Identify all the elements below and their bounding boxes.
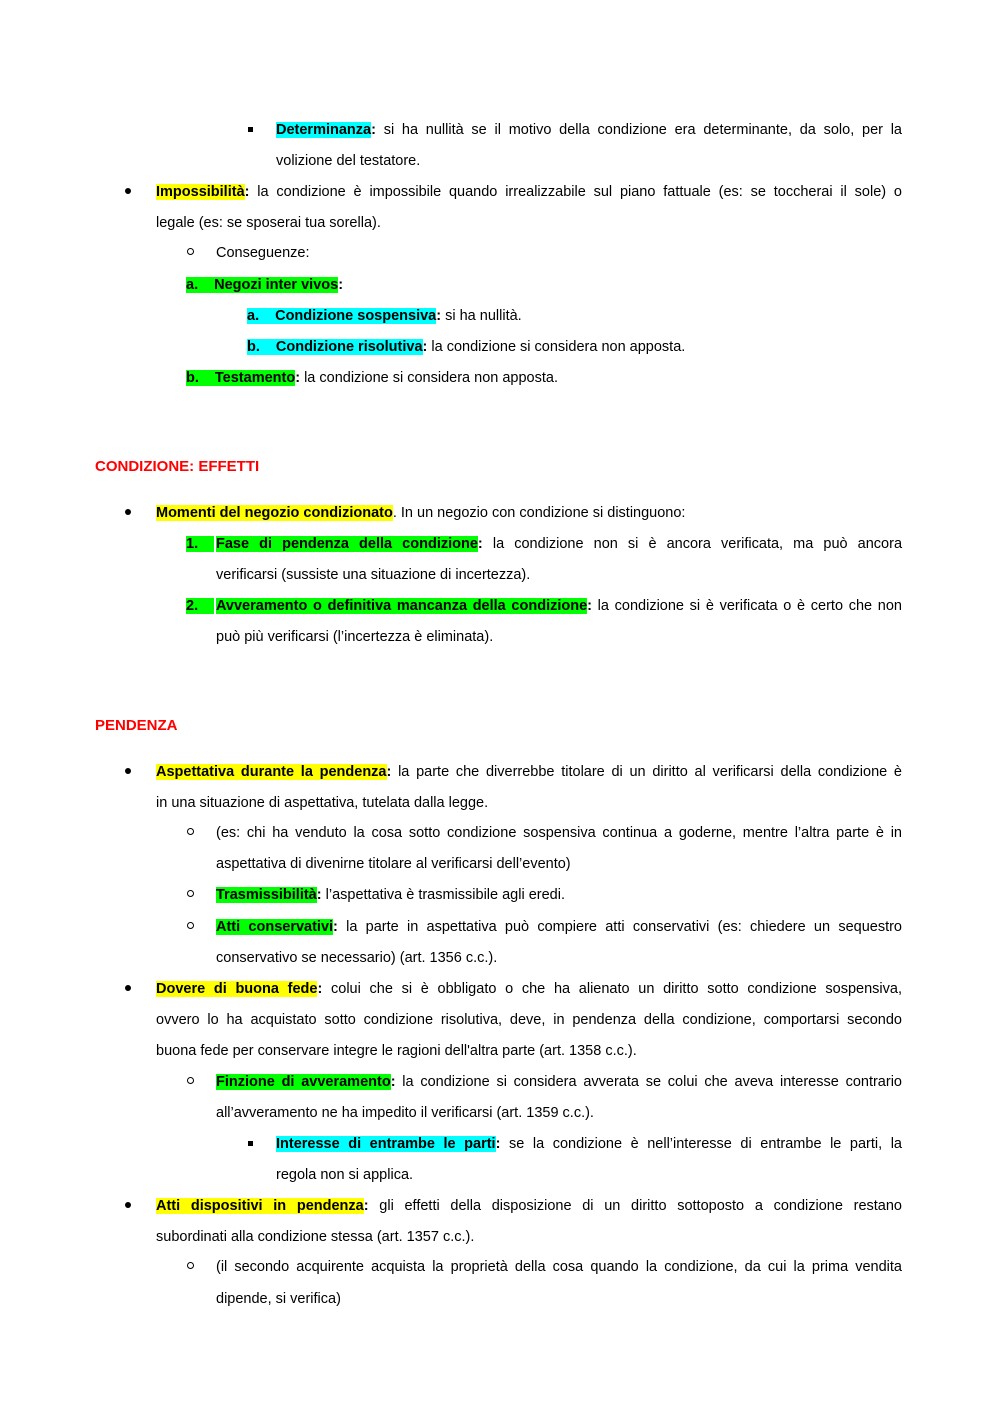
aspettativa-term: Aspettativa durante la pendenza	[156, 764, 387, 780]
avveramento-text: la condizione si è verificata o è certo che non	[592, 598, 902, 614]
fase-text: la condizione non si è ancora verificata, ma può ancora	[482, 536, 903, 552]
momenti-text: . In un negozio con condizione si distinguono:	[392, 505, 686, 521]
fase-number: 1.	[186, 536, 214, 552]
circle-bullet-icon	[187, 828, 194, 835]
impossibilita-item: Impossibilità: la condizione è impossibile quando irrealizzabile sul piano fattuale (es: se toccherai il sole) o	[156, 184, 902, 200]
finzione-item: Finzione di avveramento: la condizione si considera avverata se colui che aveva interesse contrario	[216, 1074, 902, 1090]
avveramento-number-wrap	[186, 596, 214, 616]
fase-text-cont: verificarsi (sussiste una situazione di incertezza).	[216, 567, 531, 583]
sospensiva-text: si ha nullità.	[441, 308, 522, 324]
esempio2-text-cont: dipende, si verifica)	[216, 1291, 341, 1307]
trasmissibilita-term: Trasmissibilità	[216, 887, 317, 903]
momenti-item	[156, 503, 685, 523]
risolutiva-item: b. Condizione risolutiva: la condizione si considera non apposta.	[247, 339, 686, 355]
bullet-icon	[125, 1202, 131, 1208]
atti-dispositivi-text-cont: subordinati alla condizione stessa (art. 1357 c.c.).	[156, 1229, 475, 1245]
avveramento-item: Avveramento o definitiva mancanza della condizione: la condizione si è verificata o è certo che non	[216, 598, 902, 614]
fase-number-wrap	[186, 534, 214, 554]
impossibilita-text: la condizione è impossibile quando irrealizzabile sul piano fattuale (es: se toccherai il sole) o	[249, 184, 902, 200]
negozi-term: Negozi inter vivos	[214, 277, 339, 293]
circle-bullet-icon	[187, 1262, 194, 1269]
finzione-text-cont: all’avveramento ne ha impedito il verificarsi (art. 1359 c.c.).	[216, 1105, 594, 1121]
atti-dispositivi-text: gli effetti della disposizione di un diritto sottoposto a condizione restano	[368, 1198, 902, 1214]
avveramento-text-cont: può più verificarsi (l’incertezza è eliminata).	[216, 629, 494, 645]
buona-fede-text: colui che si è obbligato o che ha alienato un diritto sotto condizione sospensiva,	[322, 981, 902, 997]
momenti-term: Momenti del negozio condizionato	[156, 505, 393, 521]
circle-bullet-icon	[187, 248, 194, 255]
interesse-text-cont: regola non si applica.	[276, 1167, 414, 1183]
buona-fede-text-cont2: buona fede per conservare integre le ragioni dell'altra parte (art. 1358 c.c.).	[156, 1043, 637, 1059]
impossibilita-term: Impossibilità	[156, 184, 245, 200]
buona-fede-item: Dovere di buona fede: colui che si è obbligato o che ha alienato un diritto sotto condizione sospensiva,	[156, 981, 902, 997]
impossibilita-text-cont: legale (es: se sposerai tua sorella).	[156, 215, 381, 231]
sospensiva-term: Condizione sospensiva	[275, 308, 437, 324]
buona-fede-term: Dovere di buona fede	[156, 981, 318, 997]
testamento-number: b.	[186, 370, 215, 386]
bullet-icon	[125, 509, 131, 515]
trasmissibilita-text: l’aspettativa è trasmissibile agli eredi.	[321, 887, 565, 903]
square-bullet-icon	[248, 1141, 253, 1146]
determinanza-item: Determinanza: si ha nullità se il motivo della condizione era determinante, da solo, per la	[276, 122, 902, 138]
bullet-icon	[125, 188, 131, 194]
section-heading-effetti: CONDIZIONE: EFFETTI	[95, 458, 260, 475]
buona-fede-text-cont: ovvero lo ha acquistato sotto condizione risolutiva, deve, in pendenza della condizione, comportarsi secondo	[156, 1012, 902, 1028]
square-bullet-icon	[248, 127, 253, 132]
determinanza-text-cont: volizione del testatore.	[276, 153, 421, 169]
negozi-item: a. Negozi inter vivos:	[186, 277, 344, 293]
conseguenze-label: Conseguenze:	[216, 245, 310, 261]
bullet-icon	[125, 768, 131, 774]
atti-dispositivi-item: Atti dispositivi in pendenza: gli effetti della disposizione di un diritto sottoposto a condizione restano	[156, 1198, 902, 1214]
trasmissibilita-item: Trasmissibilità: l’aspettativa è trasmissibile agli eredi.	[216, 887, 565, 903]
bullet-icon	[125, 985, 131, 991]
finzione-term: Finzione di avveramento	[216, 1074, 391, 1090]
sospensiva-item: a. Condizione sospensiva: si ha nullità.	[247, 308, 522, 324]
circle-bullet-icon	[187, 890, 194, 897]
atti-conservativi-text-cont: conservativo se necessario) (art. 1356 c.c.).	[216, 950, 498, 966]
esempio1-text: (es: chi ha venduto la cosa sotto condizione sospensiva continua a goderne, mentre l’altra parte è in	[216, 825, 902, 841]
atti-conservativi-item: Atti conservativi: la parte in aspettativa può compiere atti conservativi (es: chiedere un sequestro	[216, 919, 902, 935]
avveramento-term: Avveramento o definitiva mancanza della condizione	[216, 598, 588, 614]
risolutiva-term: Condizione risolutiva	[275, 339, 423, 355]
interesse-item: Interesse di entrambe le parti: se la condizione è nell’interesse di entrambe le parti, la	[276, 1136, 902, 1152]
interesse-text: se la condizione è nell’interesse di entrambe le parti, la	[500, 1136, 902, 1152]
negozi-number: a.	[186, 277, 214, 293]
interesse-term: Interesse di entrambe le parti	[276, 1136, 496, 1152]
aspettativa-item: Aspettativa durante la pendenza: la parte che diverrebbe titolare di un diritto al verificarsi della condizione è	[156, 764, 902, 780]
risolutiva-text: la condizione si considera non apposta.	[427, 339, 686, 355]
avveramento-number: 2.	[186, 598, 214, 614]
determinanza-term: Determinanza	[276, 122, 372, 138]
circle-bullet-icon	[187, 1077, 194, 1084]
aspettativa-text-cont: in una situazione di aspettativa, tutelata dalla legge.	[156, 795, 489, 811]
circle-bullet-icon	[187, 922, 194, 929]
determinanza-text: si ha nullità se il motivo della condizione era determinante, da solo, per la	[375, 122, 902, 138]
sospensiva-number: a.	[247, 308, 275, 324]
testamento-item: b. Testamento: la condizione si considera non apposta.	[186, 370, 558, 386]
testamento-term: Testamento	[214, 370, 296, 386]
fase-term: Fase di pendenza della condizione	[216, 536, 478, 552]
atti-conservativi-term: Atti conservativi	[216, 919, 334, 935]
testamento-text: la condizione si considera non apposta.	[300, 370, 558, 386]
esempio2-text: (il secondo acquirente acquista la proprietà della cosa quando la condizione, da cui la prima vendita	[216, 1259, 902, 1275]
section-heading-pendenza: PENDENZA	[95, 717, 178, 734]
atti-dispositivi-term: Atti dispositivi in pendenza	[156, 1198, 364, 1214]
finzione-text: la condizione si considera avverata se colui che aveva interesse contrario	[395, 1074, 902, 1090]
aspettativa-text: la parte che diverrebbe titolare di un diritto al verificarsi della condizione è	[391, 764, 902, 780]
atti-conservativi-text: la parte in aspettativa può compiere atti conservativi (es: chiedere un sequestro	[337, 919, 902, 935]
esempio1-text-cont: aspettativa di divenirne titolare al verificarsi dell’evento)	[216, 856, 571, 872]
risolutiva-number: b.	[247, 339, 276, 355]
fase-item: Fase di pendenza della condizione: la condizione non si è ancora verificata, ma può ancora	[216, 536, 903, 552]
